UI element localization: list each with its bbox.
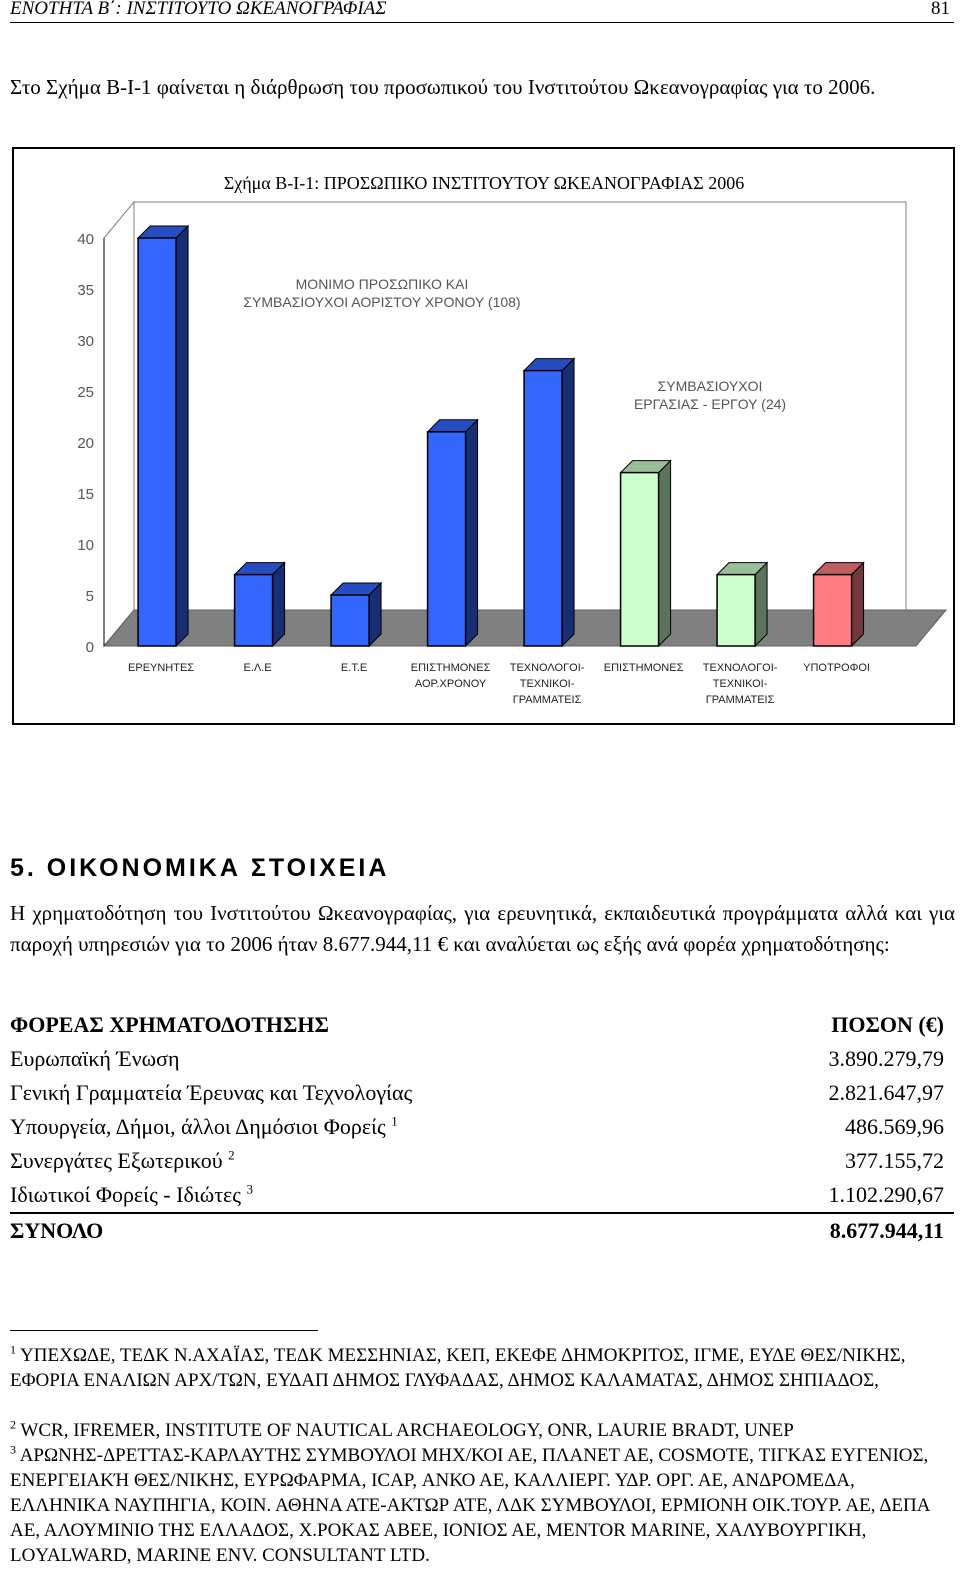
funding-header-name: ΦΟΡΕΑΣ ΧΡΗΜΑΤΟΔΟΤΗΣΗΣ: [10, 1012, 329, 1037]
funding-row: [10, 1178, 954, 1212]
y-tick-label: 30: [77, 333, 94, 350]
x-tick-label: ΕΡΕΥΝΗΤΕΣ: [128, 662, 195, 674]
footnote: [10, 1418, 954, 1443]
funding-row-name: Γενική Γραμματεία Έρευνας και Τεχνολογίας: [10, 1080, 413, 1105]
intro-paragraph: Στο Σχήμα Β-Ι-1 φαίνεται η διάρθρωση του προσωπικού του Ινστιτούτου Ωκεανογραφίας για το 2006.: [10, 75, 876, 99]
bar: [331, 595, 369, 646]
bar: [524, 371, 562, 646]
y-tick-label: 5: [85, 588, 94, 605]
funding-row-name: Υπουργεία, Δήμοι, άλλοι Δημόσιοι Φορείς: [10, 1114, 386, 1139]
y-tick-label: 15: [77, 486, 94, 503]
y-tick-label: 0: [85, 639, 94, 656]
footnote: [10, 1443, 954, 1568]
page-number: 81: [931, 0, 950, 19]
bar: [621, 473, 659, 646]
funding-header-row: [10, 1008, 954, 1042]
funding-row: [10, 1042, 954, 1076]
footnote-text: ΑΡΩΝΗΣ-ΔΡΕΤΤΑΣ-ΚΑΡΛΑΥΤΗΣ ΣΥΜΒΟΥΛΟΙ ΜΗΧ/ΚΟΙ ΑΕ, ΠΛΑΝΕΤ ΑΕ, COSMOTE, ΤΙΓΚΑΣ ΕΥΓΕΝΙΟΣ, ΕΝΕΡΓΕΙΑΚΉ ΘΕΣ/ΝΙΚΗΣ, ΕΥΡΩΦΑΡΜΑ, ICAP, ΑΝΚΟ ΑΕ, ΚΑΛΛΙΕΡΓ. ΥΔΡ. ΟΡΓ. ΑΕ, ΑΝΔΡΟΜΕΔΑ, ΕΛΛΗΝΙΚΑ ΝΑΥΠΗΓΙΑ, ΚΟΙΝ. ΑΘΗΝΑ ΑΤΕ-ΑΚΤΩΡ ΑΤΕ, ΛΔΚ ΣΥΜΒΟΥΛΟΙ, ΕΡΜΙΟΝΗ ΟΙΚ.ΤΟΥΡ. ΑΕ, ΔΕΠΑ ΑΕ, ΑΛΟΥΜΙΝΙΟ ΤΗΣ ΕΛΛΑΔΟΣ, Χ.ΡΟΚΑΣ ΑΒΕΕ, ΙΟΝΙΟΣ ΑΕ, MENTOR MARINE, ΧΑΛΥΒΟΥΡΓΙΚΗ, LOYALWARD, MARINE ENV. CONSULTANT LTD.: [10, 1445, 930, 1566]
funding-total-name: ΣΥΝΟΛΟ: [10, 1218, 104, 1243]
bar-side: [273, 563, 285, 646]
chart-title: Σχήμα Β-Ι-1: ΠΡΟΣΩΠΙΚΟ ΙΝΣΤΙΤΟΥΤΟΥ ΩΚΕΑΝΟΓΡΑΦΙΑΣ 2006: [223, 173, 745, 193]
funding-row: [10, 1076, 954, 1110]
y-tick-label: 35: [77, 282, 94, 299]
bar-side: [176, 226, 188, 646]
bar-side: [562, 359, 574, 646]
footnote-ref: 3: [246, 1181, 254, 1197]
staff-chart: [12, 147, 955, 725]
funding-row: [10, 1144, 954, 1178]
y-tick-label: 20: [77, 435, 94, 452]
footnote-text: ΥΠΕΧΩΔΕ, ΤΕΔΚ Ν.ΑΧΑΪΑΣ, ΤΕΔΚ ΜΕΣΣΗΝΙΑΣ, ΚΕΠ, ΕΚΕΦΕ ΔΗΜΟΚΡΙΤΟΣ, ΙΓΜΕ, ΕΥΔΕ ΘΕΣ/ΝΙΚΗΣ, ΕΦΟΡΙΑ ΕΝΑΛΙΩΝ ΑΡΧ/ΤΩΝ, ΕΥΔΑΠ ΔΗΜΟΣ ΓΛΥΦΑΔΑΣ, ΔΗΜΟΣ ΚΑΛΑΜΑΤΑΣ, ΔΗΜΟΣ ΣΗΠΙΑΔΟΣ,: [10, 1345, 906, 1391]
chart-back-wall: [134, 202, 906, 610]
header-section-title: ΕΝΟΤΗΤΑ Β΄: ΙΝΣΤΙΤΟΥΤΟ ΩΚΕΑΝΟΓΡΑΦΙΑΣ: [10, 0, 387, 19]
funding-header-value: ΠΟΣΟΝ (€): [831, 1012, 944, 1037]
bar-side: [659, 461, 671, 646]
annotation-permanent-staff: ΜΟΝΙΜΟ ΠΡΟΣΩΠΙΚΟ ΚΑΙ: [295, 276, 469, 292]
x-tick-label: ΓΡΑΜΜΑΤΕΙΣ: [705, 694, 775, 706]
funding-row-value: 486.569,96: [845, 1114, 944, 1139]
section-title: 5. ΟΙΚΟΝΟΜΙΚΑ ΣΤΟΙΧΕΙΑ: [10, 854, 390, 882]
chart-svg: [14, 149, 953, 723]
y-tick-label: 10: [77, 537, 94, 554]
funding-row-name: Συνεργάτες Εξωτερικού: [10, 1148, 223, 1173]
funding-total-row: [10, 1214, 954, 1248]
bar: [717, 575, 755, 646]
section-paragraph: Η χρηματοδότηση του Ινστιτούτου Ωκεανογραφίας, για ερευνητικά, εκπαιδευτικά προγράμματα αλλά και για παροχή υπηρεσιών για το 2006 ήταν 8.677.944,11 € και αναλύεται ως εξής ανά φορέα χρηματοδότησης:: [10, 901, 955, 956]
funding-row-name: Ιδιωτικοί Φορείς - Ιδιώτες: [10, 1182, 242, 1207]
x-tick-label: ΥΠΟΤΡΟΦΟΙ: [803, 662, 870, 674]
chart-side-wall: [104, 202, 134, 646]
x-tick-label: Ε.Λ.Ε: [243, 662, 272, 674]
x-tick-label: ΓΡΑΜΜΑΤΕΙΣ: [512, 694, 582, 706]
funding-total-value: 8.677.944,11: [829, 1218, 944, 1243]
bar-side: [852, 563, 864, 646]
bar-side: [466, 420, 478, 646]
bar-side: [755, 563, 767, 646]
x-tick-label: ΕΠΙΣΤΗΜΟΝΕΣ: [410, 662, 491, 674]
y-tick-label: 40: [77, 231, 94, 248]
footnote-mark: 2: [10, 1417, 16, 1432]
annotation-contract-staff: ΕΡΓΑΣΙΑΣ - ΕΡΓΟΥ (24): [633, 396, 787, 412]
funding-row-value: 377.155,72: [845, 1148, 944, 1173]
funding-row-value: 2.821.647,97: [828, 1080, 944, 1105]
funding-row-name: Ευρωπαϊκή Ένωση: [10, 1046, 180, 1071]
x-tick-label: Ε.Τ.Ε: [340, 662, 368, 674]
footnote-divider: [10, 1330, 318, 1331]
annotation-permanent-staff: ΣΥΜΒΑΣΙΟΥΧΟΙ ΑΟΡΙΣΤΟΥ ΧΡΟΝΟΥ (108): [243, 294, 521, 310]
funding-row-value: 1.102.290,67: [828, 1182, 944, 1207]
x-tick-label: ΑΟΡ.ΧΡΟΝΟΥ: [414, 678, 487, 690]
footnote-ref: 1: [391, 1113, 398, 1129]
bar: [235, 575, 273, 646]
footnote-mark: 1: [10, 1342, 16, 1357]
footnote-ref: 2: [228, 1147, 235, 1163]
funding-table: [10, 1008, 954, 1248]
x-tick-label: ΤΕΧΝΟΛΟΓΟΙ-: [509, 662, 585, 674]
footnote: [10, 1343, 954, 1393]
x-tick-label: ΤΕΧΝΙΚΟΙ-: [519, 678, 575, 690]
y-tick-label: 25: [77, 384, 94, 401]
x-tick-label: ΤΕΧΝΟΛΟΓΟΙ-: [702, 662, 778, 674]
funding-row: [10, 1110, 954, 1144]
footnote-mark: 3: [10, 1442, 16, 1457]
bar: [814, 575, 852, 646]
x-tick-label: ΕΠΙΣΤΗΜΟΝΕΣ: [603, 662, 684, 674]
bar: [138, 238, 176, 646]
x-tick-label: ΤΕΧΝΙΚΟΙ-: [712, 678, 768, 690]
bar: [428, 432, 466, 646]
footnote-text: WCR, IFREMER, INSTITUTE OF NAUTICAL ARCHAEOLOGY, ONR, LAURIE BRADT, UNEP: [20, 1420, 794, 1441]
annotation-contract-staff: ΣΥΜΒΑΣΙΟΥΧΟΙ: [657, 378, 763, 394]
page-header: [10, 0, 954, 23]
funding-row-value: 3.890.279,79: [828, 1046, 944, 1071]
